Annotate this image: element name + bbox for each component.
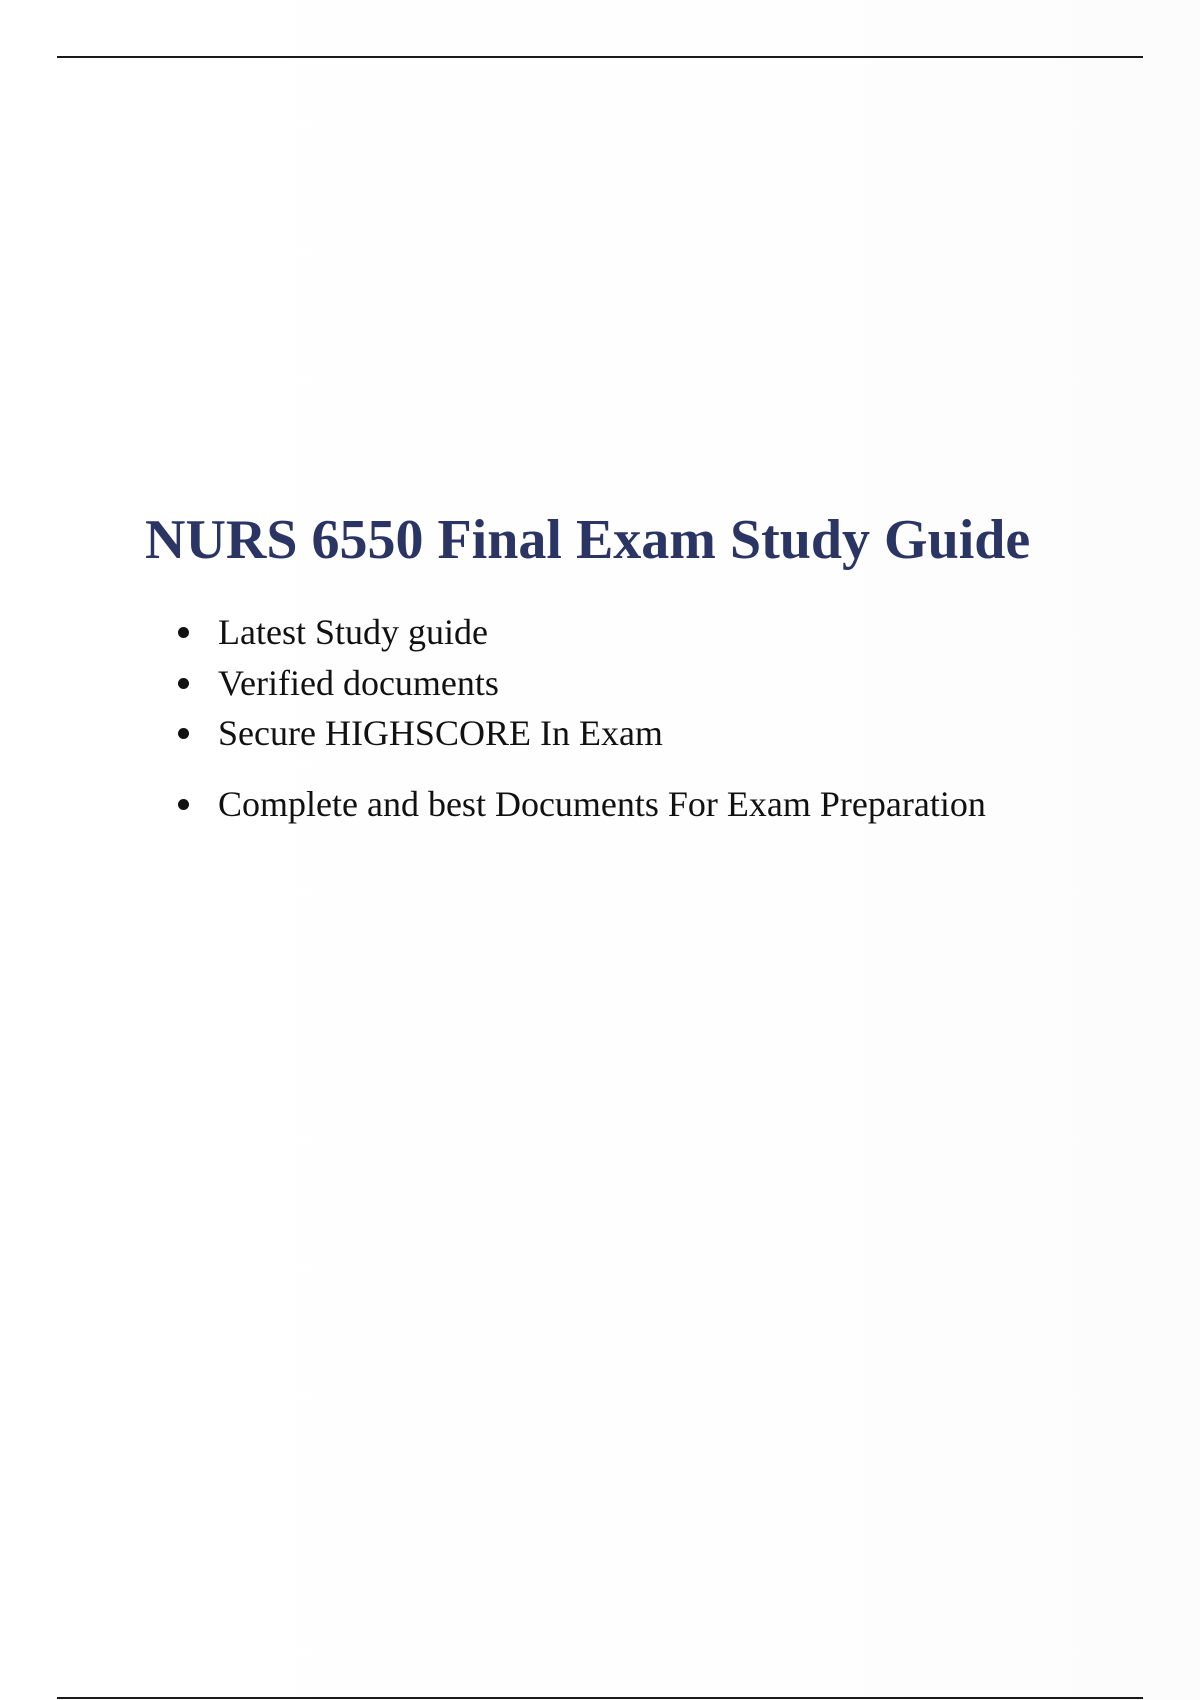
bullet-icon bbox=[178, 799, 189, 810]
bullet-icon bbox=[178, 627, 189, 638]
list-item-text: Complete and best Documents For Exam Preparation bbox=[218, 784, 986, 824]
footer-rule bbox=[57, 1697, 1143, 1699]
list-item-text: Latest Study guide bbox=[218, 612, 488, 652]
header-rule bbox=[57, 56, 1143, 58]
bullet-icon bbox=[178, 728, 189, 739]
list-item-text: Secure HIGHSCORE In Exam bbox=[218, 713, 663, 753]
list-item-text: Verified documents bbox=[218, 663, 499, 703]
document-title: NURS 6550 Final Exam Study Guide bbox=[145, 509, 1031, 571]
bullet-icon bbox=[178, 678, 189, 689]
